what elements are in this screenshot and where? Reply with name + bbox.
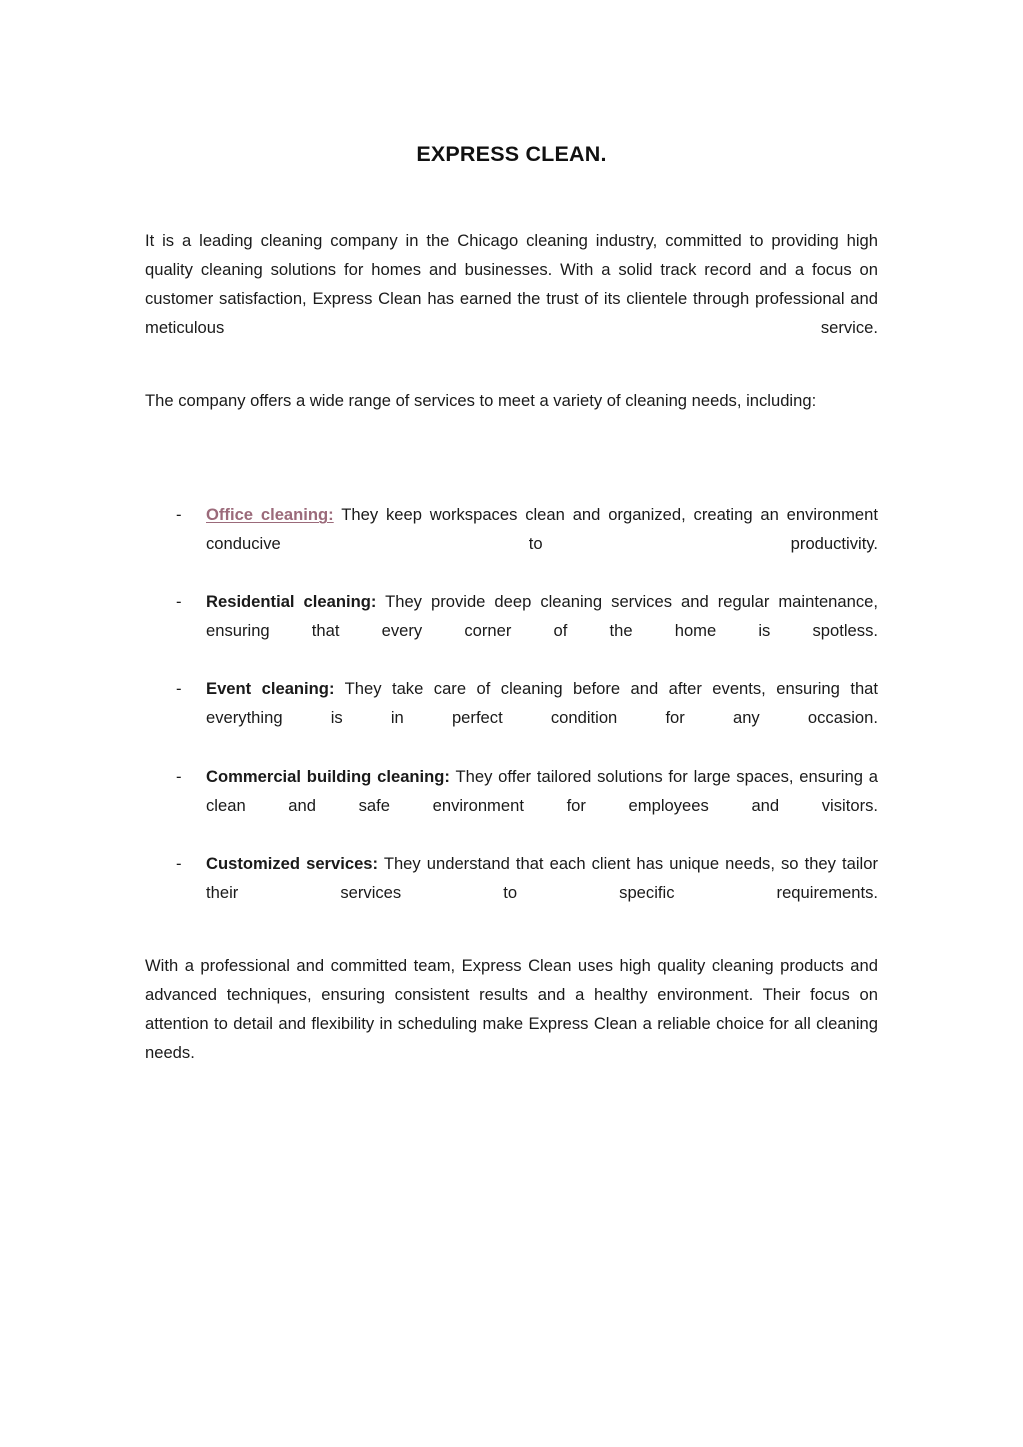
list-item: [145, 500, 878, 558]
paragraph-intro: It is a leading cleaning company in the Chicago cleaning industry, committed to providing high quality cleaning solutions for homes and businesses. With a solid track record and a focus on customer satisfaction, Express Clean has earned the trust of its clientele through professional and meticulous service.: [145, 231, 878, 338]
list-item: [145, 674, 878, 732]
service-description: They keep workspaces clean and organized, creating an environment conducive to productivity.: [206, 505, 878, 554]
service-label: Commercial building cleaning:: [206, 766, 450, 786]
page-title: EXPRESS CLEAN.: [416, 142, 607, 167]
service-link-label[interactable]: Office cleaning:: [206, 505, 334, 524]
bullet-dash-icon: -: [176, 853, 182, 873]
list-item: [145, 762, 878, 820]
bullet-dash-icon: -: [176, 766, 182, 786]
paragraph-closing: With a professional and committed team, Express Clean uses high quality cleaning products and advanced techniques, ensuring consistent results and a healthy environment. Their focus on attention to detail and flexibility in scheduling make Express Clean a reliable choice for all cleaning needs.: [145, 956, 878, 1063]
service-label: Event cleaning:: [206, 679, 335, 699]
bullet-dash-icon: -: [176, 679, 182, 699]
service-description: They take care of cleaning before and after events, ensuring that everything is in perfect condition for any occasion.: [206, 679, 879, 728]
service-description: They provide deep cleaning services and regular maintenance, ensuring that every corner of the home is spotless.: [206, 592, 878, 641]
service-label: Customized services:: [206, 853, 379, 873]
service-description: They understand that each client has unique needs, so they tailor their services to specific requirements.: [206, 853, 878, 902]
service-label: Residential cleaning:: [206, 592, 377, 612]
bullet-dash-icon: -: [176, 592, 182, 612]
services-list: [145, 500, 878, 907]
list-item: [145, 849, 878, 907]
list-item: [145, 587, 878, 645]
bullet-dash-icon: -: [176, 505, 182, 524]
service-description: They offer tailored solutions for large spaces, ensuring a clean and safe environment for employees and visitors.: [206, 766, 878, 815]
paragraph-services-lead-in: The company offers a wide range of services to meet a variety of cleaning needs, including:: [145, 391, 817, 410]
